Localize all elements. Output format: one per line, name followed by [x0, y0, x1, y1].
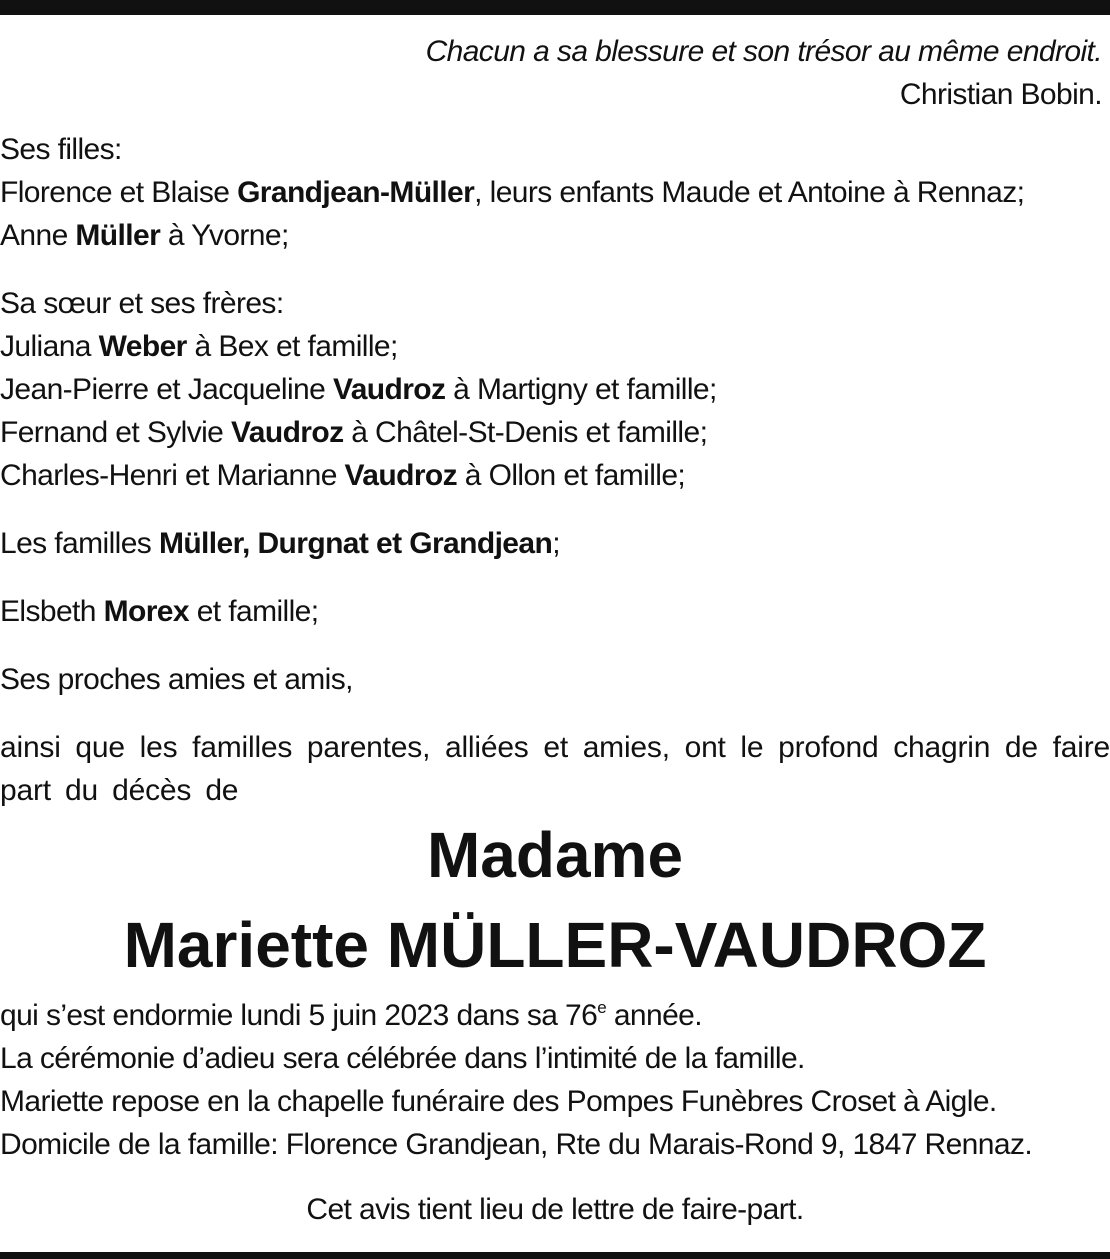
- announcement-paragraph: ainsi que les familles parentes, alliées et amies, ont le profond chagrin de faire part du décès de: [0, 731, 1110, 807]
- daughter-line-text: Florence et Blaise: [0, 176, 238, 209]
- details-line: [0, 994, 1110, 1037]
- sibling-line: [0, 454, 1110, 497]
- sibling-surname: Vaudroz: [344, 459, 458, 492]
- top-border-rule: [0, 0, 1110, 15]
- elsbeth-text: et famille;: [188, 595, 319, 628]
- sibling-line-text: à Ollon et famille;: [457, 459, 686, 492]
- sibling-line: [0, 368, 1110, 411]
- families-text: Les familles: [0, 527, 159, 560]
- sibling-line: [0, 325, 1110, 368]
- daughters-section: [0, 128, 1110, 257]
- deceased-name: Mariette MÜLLER-VAUDROZ: [123, 909, 987, 981]
- epigraph-author: Christian Bobin.: [899, 78, 1102, 111]
- elsbeth-text: Elsbeth: [0, 595, 104, 628]
- details-text: qui s’est endormie lundi 5 juin 2023 dans sa 76: [0, 999, 598, 1032]
- details-line: Domicile de la famille: Florence Grandjean, Rte du Marais-Rond 9, 1847 Rennaz.: [0, 1128, 1033, 1161]
- details-line: Mariette repose en la chapelle funéraire des Pompes Funèbres Croset à Aigle.: [0, 1085, 997, 1118]
- siblings-section: [0, 282, 1110, 497]
- daughter-line-text: à Yvorne;: [160, 219, 289, 252]
- sibling-surname: Vaudroz: [332, 373, 446, 406]
- siblings-heading: Sa sœur et ses frères:: [0, 287, 284, 320]
- sibling-line-text: à Châtel-St-Denis et famille;: [343, 416, 708, 449]
- sibling-surname: Weber: [98, 330, 187, 363]
- deceased-name-block: [0, 810, 1110, 990]
- details-line: La cérémonie d’adieu sera célébrée dans l’intimité de la famille.: [0, 1042, 805, 1075]
- daughter-line-text: , leurs enfants Maude et Antoine à Rennaz;: [474, 176, 1025, 209]
- epigraph-quote: Chacun a sa blessure et son trésor au même endroit.: [425, 35, 1102, 68]
- epigraph: [0, 30, 1110, 116]
- daughter-surname: Müller: [75, 219, 161, 252]
- details-section: [0, 994, 1110, 1166]
- bottom-border-rule: [0, 1252, 1110, 1259]
- details-text: année.: [606, 999, 702, 1032]
- sibling-line-text: à Martigny et famille;: [445, 373, 717, 406]
- families-surnames: Müller, Durgnat et Grandjean: [158, 527, 553, 560]
- daughter-line: [0, 214, 1110, 257]
- sibling-line: [0, 411, 1110, 454]
- obituary-notice: [0, 30, 1110, 1231]
- elsbeth-line: [0, 590, 1110, 633]
- daughter-line: [0, 171, 1110, 214]
- sibling-line-text: Fernand et Sylvie: [0, 416, 231, 449]
- daughters-heading: Ses filles:: [0, 133, 122, 166]
- daughter-line-text: Anne: [0, 219, 76, 252]
- sibling-line-text: Charles-Henri et Marianne: [0, 459, 345, 492]
- friends-line: Ses proches amies et amis,: [0, 663, 353, 696]
- sibling-line-text: à Bex et famille;: [186, 330, 398, 363]
- sibling-surname: Vaudroz: [231, 416, 344, 449]
- sibling-line-text: Jean-Pierre et Jacqueline: [0, 373, 333, 406]
- footer-note: Cet avis tient lieu de lettre de faire-part.: [306, 1193, 804, 1226]
- daughter-surname: Grandjean-Müller: [237, 176, 475, 209]
- elsbeth-surname: Morex: [103, 595, 189, 628]
- families-line: [0, 522, 1110, 565]
- deceased-title: Madame: [426, 819, 684, 891]
- ordinal-suffix: e: [597, 998, 607, 1017]
- sibling-line-text: Juliana: [0, 330, 99, 363]
- families-text: ;: [552, 527, 560, 560]
